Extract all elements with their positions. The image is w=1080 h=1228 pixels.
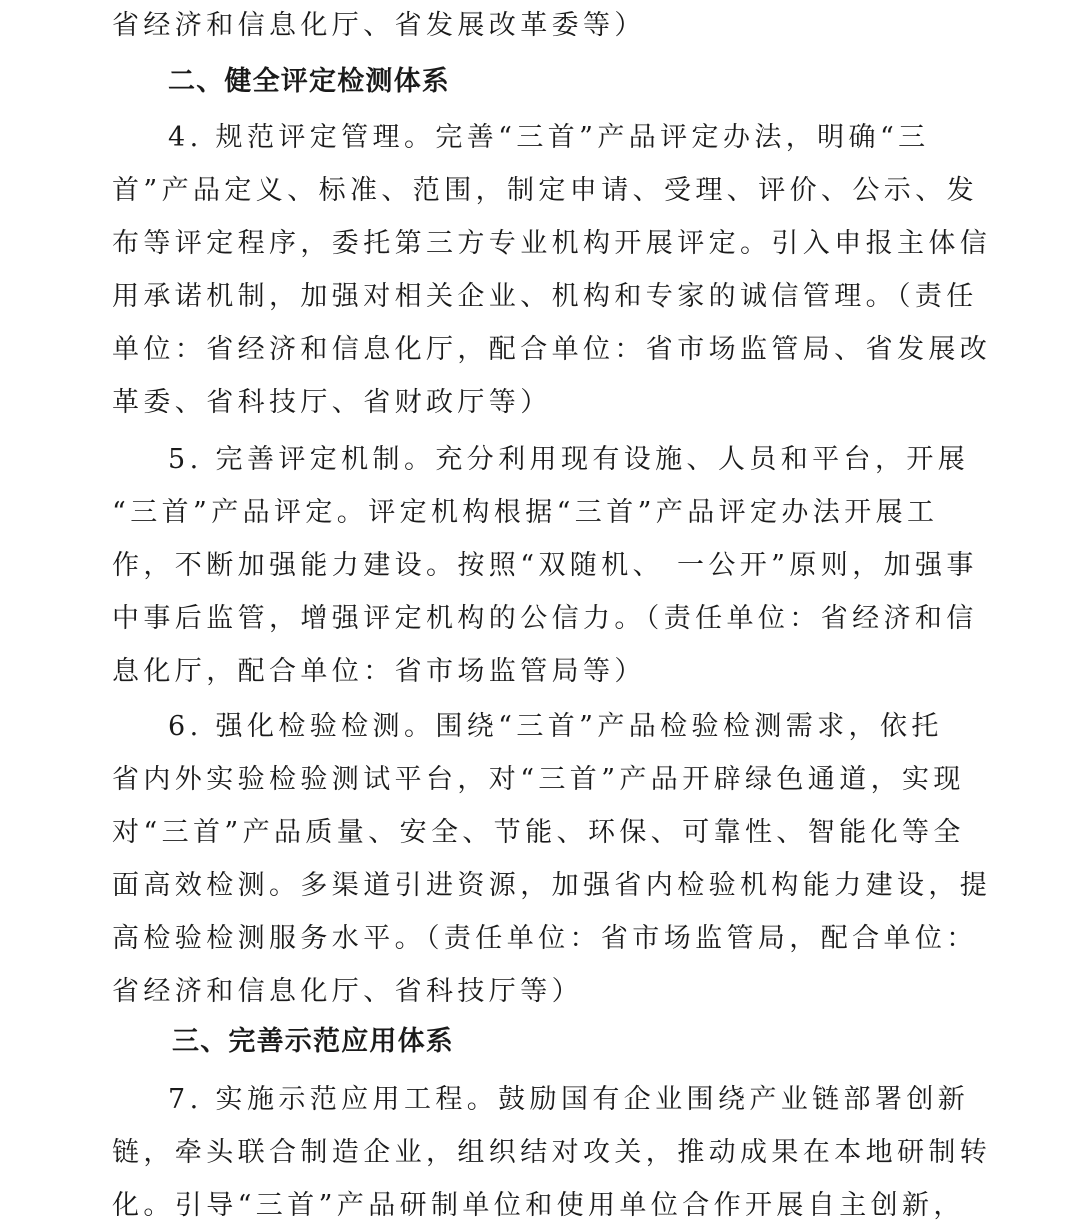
text-line: 对“三首”产品质量、安全、节能、环保、可靠性、智能化等全 [112, 817, 965, 848]
text-line: 息化厅，配合单位：省市场监管局等） [112, 656, 646, 687]
text-line: 省经济和信息化厅、省科技厅等） [112, 976, 583, 1007]
text-line: 省内外实验检验测试平台，对“三首”产品开辟绿色通道，实现 [112, 764, 965, 795]
text-line: 首”产品定义、标准、范围，制定申请、受理、评价、公示、发 [112, 175, 979, 206]
paragraph-7-first-line: 7. 实施示范应用工程。鼓励国有企业围绕产业链部署创新 [168, 1084, 970, 1115]
paragraph-5-first-line: 5. 完善评定机制。充分利用现有设施、人员和平台，开展 [168, 444, 970, 475]
paragraph-4-first-line: 4. 规范评定管理。完善“三首”产品评定办法，明确“三 [168, 122, 930, 153]
text-line: 高检验检测服务水平。（责任单位：省市场监管局，配合单位： [112, 923, 978, 954]
text-line: 中事后监管，增强评定机构的公信力。（责任单位：省经济和信 [112, 603, 978, 634]
paragraph-6-first-line: 6. 强化检验检测。围绕“三首”产品检验检测需求，依托 [168, 711, 943, 742]
section-heading-2: 二、健全评定检测体系 [168, 66, 450, 97]
text-line: 省经济和信息化厅、省发展改革委等） [112, 10, 646, 41]
text-line: 单位：省经济和信息化厅，配合单位：省市场监管局、省发展改 [112, 334, 992, 365]
text-line: 作，不断加强能力建设。按照“双随机、 一公开”原则，加强事 [112, 550, 978, 581]
text-line: 用承诺机制，加强对相关企业、机构和专家的诚信管理。（责任 [112, 281, 978, 312]
text-line: 面高效检测。多渠道引进资源，加强省内检验机构能力建设，提 [112, 870, 992, 901]
text-line: 布等评定程序，委托第三方专业机构开展评定。引入申报主体信 [112, 228, 992, 259]
text-line: 革委、省科技厅、省财政厅等） [112, 387, 552, 418]
text-line: 链，牵头联合制造企业，组织结对攻关，推动成果在本地研制转 [112, 1137, 992, 1168]
text-line: 化。引导“三首”产品研制单位和使用单位合作开展自主创新， [112, 1190, 965, 1221]
section-heading-3: 三、完善示范应用体系 [172, 1026, 454, 1057]
text-line: “三首”产品评定。评定机构根据“三首”产品评定办法开展工 [112, 497, 939, 528]
